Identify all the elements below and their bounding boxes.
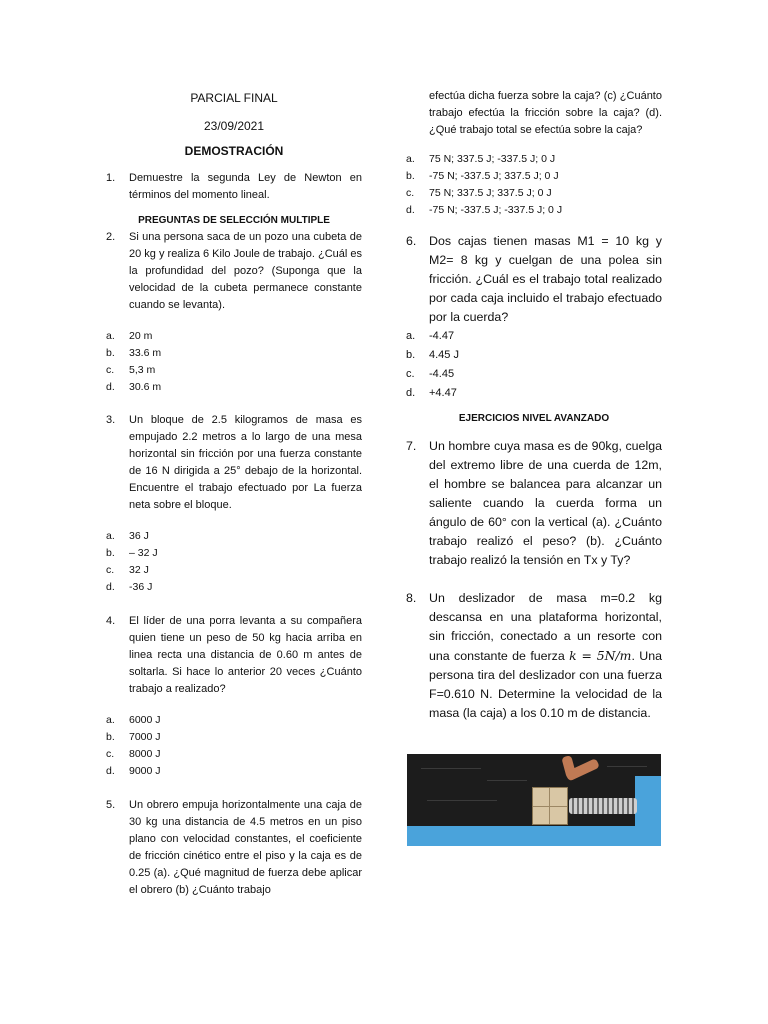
option-text: 36 J	[129, 530, 149, 542]
section-heading-demostracion: DEMOSTRACIÓN	[184, 144, 284, 158]
option-letter: d.	[106, 581, 115, 593]
option-item	[106, 379, 362, 396]
question-number: 6.	[406, 234, 417, 248]
option-letter: c.	[106, 564, 115, 576]
option-letter: b.	[106, 731, 115, 743]
option-text: -36 J	[129, 581, 153, 593]
option-text: 75 N; 337.5 J; 337.5 J; 0 J	[429, 187, 552, 199]
option-letter: a.	[106, 530, 115, 542]
question-6	[406, 232, 662, 327]
option-item	[106, 712, 362, 729]
option-letter: d.	[106, 765, 115, 777]
question-7	[406, 437, 662, 570]
question-number: 5.	[106, 799, 116, 811]
option-text: 30.6 m	[129, 381, 162, 393]
option-item	[106, 362, 362, 379]
question-number: 4.	[106, 615, 116, 627]
question-3	[106, 412, 362, 514]
exam-date: 23/09/2021	[203, 119, 265, 133]
question-text: Un hombre cuya masa es de 90kg, cuelga del extremo libre de una cuerda de 12m, el hombre se balancea para alcanzar un saliente cuando la cuerda forma un ángulo de 60° con la vertical (a). ¿Cuánto trabajo realizó el peso? (b). ¿Cuánto trabajo realizó la tensión en Tx y Ty?	[429, 439, 662, 567]
question-text: Si una persona saca de un pozo una cubeta de 20 kg y realiza 6 Kilo Joule de trabajo. ¿Cuál es la profundidad del pozo? (Suponga que la velocidad de la cubeta permanece constante cuando se levanta).	[129, 231, 362, 311]
option-item	[406, 185, 662, 202]
option-letter: a.	[406, 153, 415, 165]
option-letter: d.	[406, 387, 416, 399]
question-text: Dos cajas tienen masas M1 = 10 kg y M2= 8 kg y cuelgan de una polea sin fricción. ¿Cuál es el trabajo total realizado por cada caja incluido el trabajo efectuado por la cuerda?	[429, 234, 662, 324]
question-text-part: Un deslizador de masa m=0.2 kg descansa en una plataforma horizontal, sin fricción, conectado a un resorte con una constante de fuerza	[429, 591, 662, 663]
option-text: 32 J	[129, 564, 149, 576]
question-text: El líder de una porra levanta a su compañera quien tiene un peso de 50 kg hacia arriba en linea recta una distancia de 0.60 m antes de soltarla. Si hace lo anterior 20 veces ¿Cuánto trabajo a realizado?	[129, 615, 362, 695]
options-list	[106, 528, 362, 596]
spring	[569, 798, 637, 814]
question-8	[406, 589, 662, 723]
option-text: 9000 J	[129, 765, 161, 777]
options-list	[106, 712, 362, 780]
option-item	[106, 562, 362, 579]
option-text: 75 N; 337.5 J; -337.5 J; 0 J	[429, 153, 556, 165]
question-number: 2.	[106, 231, 116, 243]
option-item	[106, 763, 362, 780]
option-text: -4.47	[429, 330, 455, 342]
question-number: 3.	[106, 414, 116, 426]
option-text: -4.45	[429, 368, 455, 380]
question-text: efectúa dicha fuerza sobre la caja? (c) ¿Cuánto trabajo efectúa la fricción sobre la caja? (d). ¿Qué trabajo total se efectúa sobre la caja?	[429, 90, 662, 136]
option-item	[406, 151, 662, 168]
option-item	[106, 579, 362, 596]
option-text: 4.45 J	[429, 349, 459, 361]
floor	[407, 826, 661, 846]
option-item	[406, 202, 662, 219]
option-text: 33.6 m	[129, 347, 162, 359]
question-4	[106, 613, 362, 698]
question-text: Un bloque de 2.5 kilogramos de masa es empujado 2.2 metros a lo largo de una mesa horizontal sin fricción por una fuerza constante de 16 N dirigida a 25° debajo de la horizontal. Encuentre el trabajo efectuado por La fuerza neta sobre el bloque.	[129, 414, 362, 511]
option-text: 6000 J	[129, 714, 161, 726]
option-item	[106, 729, 362, 746]
option-letter: a.	[106, 330, 115, 342]
option-letter: b.	[406, 170, 415, 182]
option-item	[106, 545, 362, 562]
options-list	[106, 328, 362, 396]
option-item	[406, 327, 662, 346]
option-text: 5,3 m	[129, 364, 156, 376]
option-letter: d.	[406, 204, 415, 216]
option-letter: b.	[406, 349, 416, 361]
option-item	[406, 168, 662, 185]
option-letter: c.	[406, 368, 415, 380]
question-number: 1.	[106, 172, 116, 184]
option-item	[106, 345, 362, 362]
question-text-part: . Una persona tira del deslizador con una fuerza F=0.610 N. Determine la velocidad de la masa (la caja) a los 0.10 m de distancia.	[429, 649, 662, 720]
options-list	[406, 151, 662, 219]
options-list	[406, 327, 662, 403]
option-letter: d.	[106, 381, 115, 393]
option-item	[106, 746, 362, 763]
option-item	[406, 365, 662, 384]
question-text: Un obrero empuja horizontalmente una caja de 30 kg una distancia de 4.5 metros en un piso plano con velocidad constantes, el coeficiente de fricción cinético entre el piso y la caja es de 0.25 (a). ¿Qué magnitud de fuerza debe aplicar el obrero (b) ¿Cuánto trabajo	[129, 799, 362, 896]
option-letter: b.	[106, 547, 115, 559]
question-5-continuation	[406, 88, 662, 139]
option-text: -75 N; -337.5 J; 337.5 J; 0 J	[429, 170, 559, 182]
wooden-box	[532, 787, 568, 825]
option-text: 7000 J	[129, 731, 161, 743]
option-item	[106, 528, 362, 545]
option-letter: b.	[106, 347, 115, 359]
left-column	[106, 90, 362, 899]
option-item	[406, 384, 662, 403]
spring-box-illustration	[407, 754, 661, 846]
spring-constant-formula: k = 5N/m	[569, 648, 632, 663]
section-heading-advanced: EJERCICIOS NIVEL AVANZADO	[458, 413, 610, 424]
option-letter: a.	[406, 330, 416, 342]
option-letter: c.	[106, 364, 115, 376]
section-heading-multiple-choice: PREGUNTAS DE SELECCIÓN MULTIPLE	[138, 215, 330, 226]
question-number: 8.	[406, 591, 417, 605]
option-letter: c.	[406, 187, 415, 199]
question-5	[106, 797, 362, 899]
question-text: Demuestre la segunda Ley de Newton en términos del momento lineal.	[129, 172, 362, 201]
option-text: 8000 J	[129, 748, 161, 760]
exam-title: PARCIAL FINAL	[190, 91, 278, 105]
right-column	[406, 88, 662, 723]
option-letter: a.	[106, 714, 115, 726]
question-1	[106, 170, 362, 204]
option-text: 20 m	[129, 330, 153, 342]
question-text	[429, 589, 662, 723]
option-item	[106, 328, 362, 345]
question-2	[106, 229, 362, 314]
option-text: +4.47	[429, 387, 457, 399]
option-text: – 32 J	[129, 547, 158, 559]
question-number: 7.	[406, 439, 417, 453]
option-text: -75 N; -337.5 J; -337.5 J; 0 J	[429, 204, 563, 216]
option-item	[406, 346, 662, 365]
option-letter: c.	[106, 748, 115, 760]
